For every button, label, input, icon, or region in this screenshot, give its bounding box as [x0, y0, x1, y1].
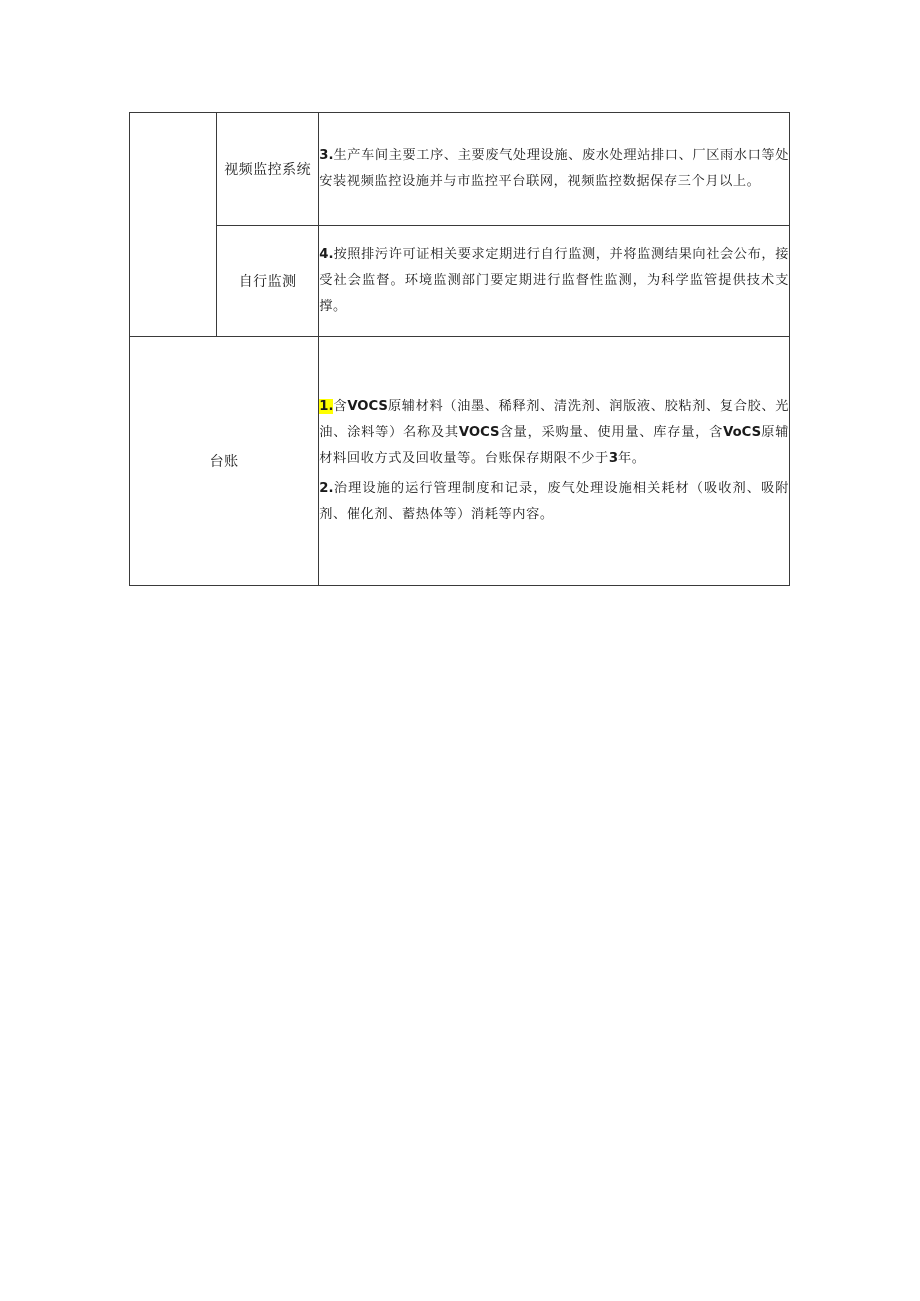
requirements-table: [129, 112, 790, 586]
item-text: 原辅材料回收方式及回收量等。台账保存期限不少于: [319, 425, 790, 466]
requirement-item: [319, 476, 789, 528]
item-number-highlighted: 1.: [319, 399, 334, 414]
sub-category-video-monitoring: [217, 113, 319, 226]
item-text-bold: VOCS: [347, 399, 388, 414]
requirement-item: [319, 143, 789, 195]
item-number: 2.: [319, 481, 334, 496]
item-text: 生产车间主要工序、主要废气处理设施、废水处理站排口、厂区雨水口等处安装视频监控设施并与市监控平台联网，视频监控数据保存三个月以上。: [319, 148, 789, 189]
category-label: 台账: [209, 454, 239, 470]
item-number: 4.: [319, 247, 334, 262]
sub-category-label: 视频监控系统: [224, 162, 312, 178]
item-text: 按照排污许可证相关要求定期进行自行监测，并将监测结果向社会公布，接受社会监督。环境监测部门要定期进行监督性监测，为科学监管提供技术支撑。: [319, 247, 789, 314]
item-number: 3.: [319, 148, 334, 163]
requirement-cell: [319, 337, 790, 586]
table-row: [130, 113, 790, 226]
item-text: 含: [333, 399, 348, 414]
requirement-cell: [319, 113, 790, 226]
category-ledger: [130, 337, 319, 586]
item-text-bold: VOCS: [458, 425, 500, 440]
item-text: 原辅材料（油墨、稀释剂、清洗剂、润版液、胶粘剂、复合胶、光油、涂料等）名称及其: [319, 399, 789, 440]
item-text-bold: VoCS: [723, 425, 762, 440]
sub-category-label: 自行监测: [238, 274, 297, 290]
item-text: 含量，采购量、使用量、库存量，含: [499, 425, 724, 440]
table-row: [130, 337, 790, 586]
sub-category-self-monitoring: [217, 226, 319, 337]
item-text-bold: 3: [608, 451, 618, 466]
item-text: 治理设施的运行管理制度和记录，废气处理设施相关耗材（吸收剂、吸附剂、催化剂、蓄热体等）消耗等内容。: [319, 481, 789, 522]
table-row: [130, 226, 790, 337]
requirement-item: [319, 394, 789, 472]
requirement-item: [319, 242, 789, 320]
item-text: 年。: [618, 451, 646, 466]
requirement-cell: [319, 226, 790, 337]
category-cell-empty: [130, 113, 217, 337]
